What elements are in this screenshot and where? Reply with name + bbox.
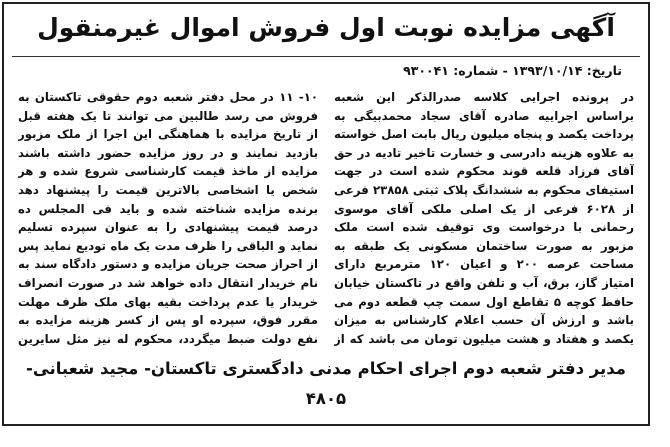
date-label: تاریخ: — [586, 63, 622, 78]
signature-text: مدیر دفتر شعبه دوم اجرای احکام مدنی دادگستری تاکستان- مجید شعبانی- — [26, 359, 626, 378]
notice-code: ۴۸۰۵ — [305, 389, 347, 408]
date-number-line — [403, 61, 622, 81]
number-label: شماره: — [453, 63, 499, 78]
body-right-column: در پرونده اجرایی کلاسه صدرالذکر این شعبه براساس اجراییه صادره آقای سجاد محمدبیگی به پرداخت یکصد و پنجاه میلیون ریال بابت اصل خواسته به علاوه هزینه دادرسی و خسارت تاخیر تادیه در حق آقای فرزاد قلعه قوند محکوم شده است در جهت استیفای محکوم به ششدانگ پلاک ثبتی ۲۳۸۵۸ فرعی از ۶۰۲۸ فرعی از یک اصلی ملکی آقای موسوی رحمانی با درخواست وی توقیف شده است ملک مزبور به صورت ساختمان مسکونی یک طبقه به مساحت عرصه ۲۰۰ و اعیان ۱۲۰ مترمربع دارای امتیاز گاز، برق، آب و تلفن واقع در تاکستان خیابان حافظ کوچه ۵ تقاطع اول سمت چپ قطعه دوم می باشد و ارزش آن حسب اعلام کارشناس به میزان یکصد و هفتاد و هشت میلیون تومان می باشد که از — [334, 90, 634, 346]
meta-dash: - — [502, 63, 508, 78]
number-value: ۹۳۰۰۴۱ — [403, 63, 449, 78]
notice-frame — [2, 2, 650, 426]
date-value: ۱۳۹۳/۱۰/۱۴ — [512, 63, 583, 78]
notice-title: آگهی مزایده نوبت اول فروش اموال غیرمنقول — [37, 13, 615, 42]
signature-footer — [10, 354, 642, 416]
title-divider — [12, 56, 640, 57]
body-left-column: ۱۰- ۱۱ در محل دفتر شعبه دوم حقوقی تاکستان به فروش می رسد طالبین می توانند تا یک هفته قبل از تاریخ مزایده با هماهنگی این اجرا از ملک مزبور بازدید نمایند و در روز مزایده حضور داشته باشند مزایده از ماخذ قیمت کارشناسی شروع شده و هر شخص یا اشخاصی بالاترین قیمت را پیشنهاد دهد برنده مزایده شناخته شده و باید فی المجلس ده درصد قیمت پیشنهادی را به عنوان سپرده تسلیم نماید و الباقی را ظرف مدت یک ماه تودیع نماید پس از احراز صحت جریان مزایده و دستور دادگاه سند به نام خریدار انتقال داده خواهد شد در صورت انصراف خریدار یا عدم پرداخت بقیه بهای ملک ظرف مهلت مقرر فوق، سپرده او پس از کسر هزینه مزایده به نفع دولت ضبط میگردد، محکوم له نیز مثل سایرین — [18, 90, 318, 346]
